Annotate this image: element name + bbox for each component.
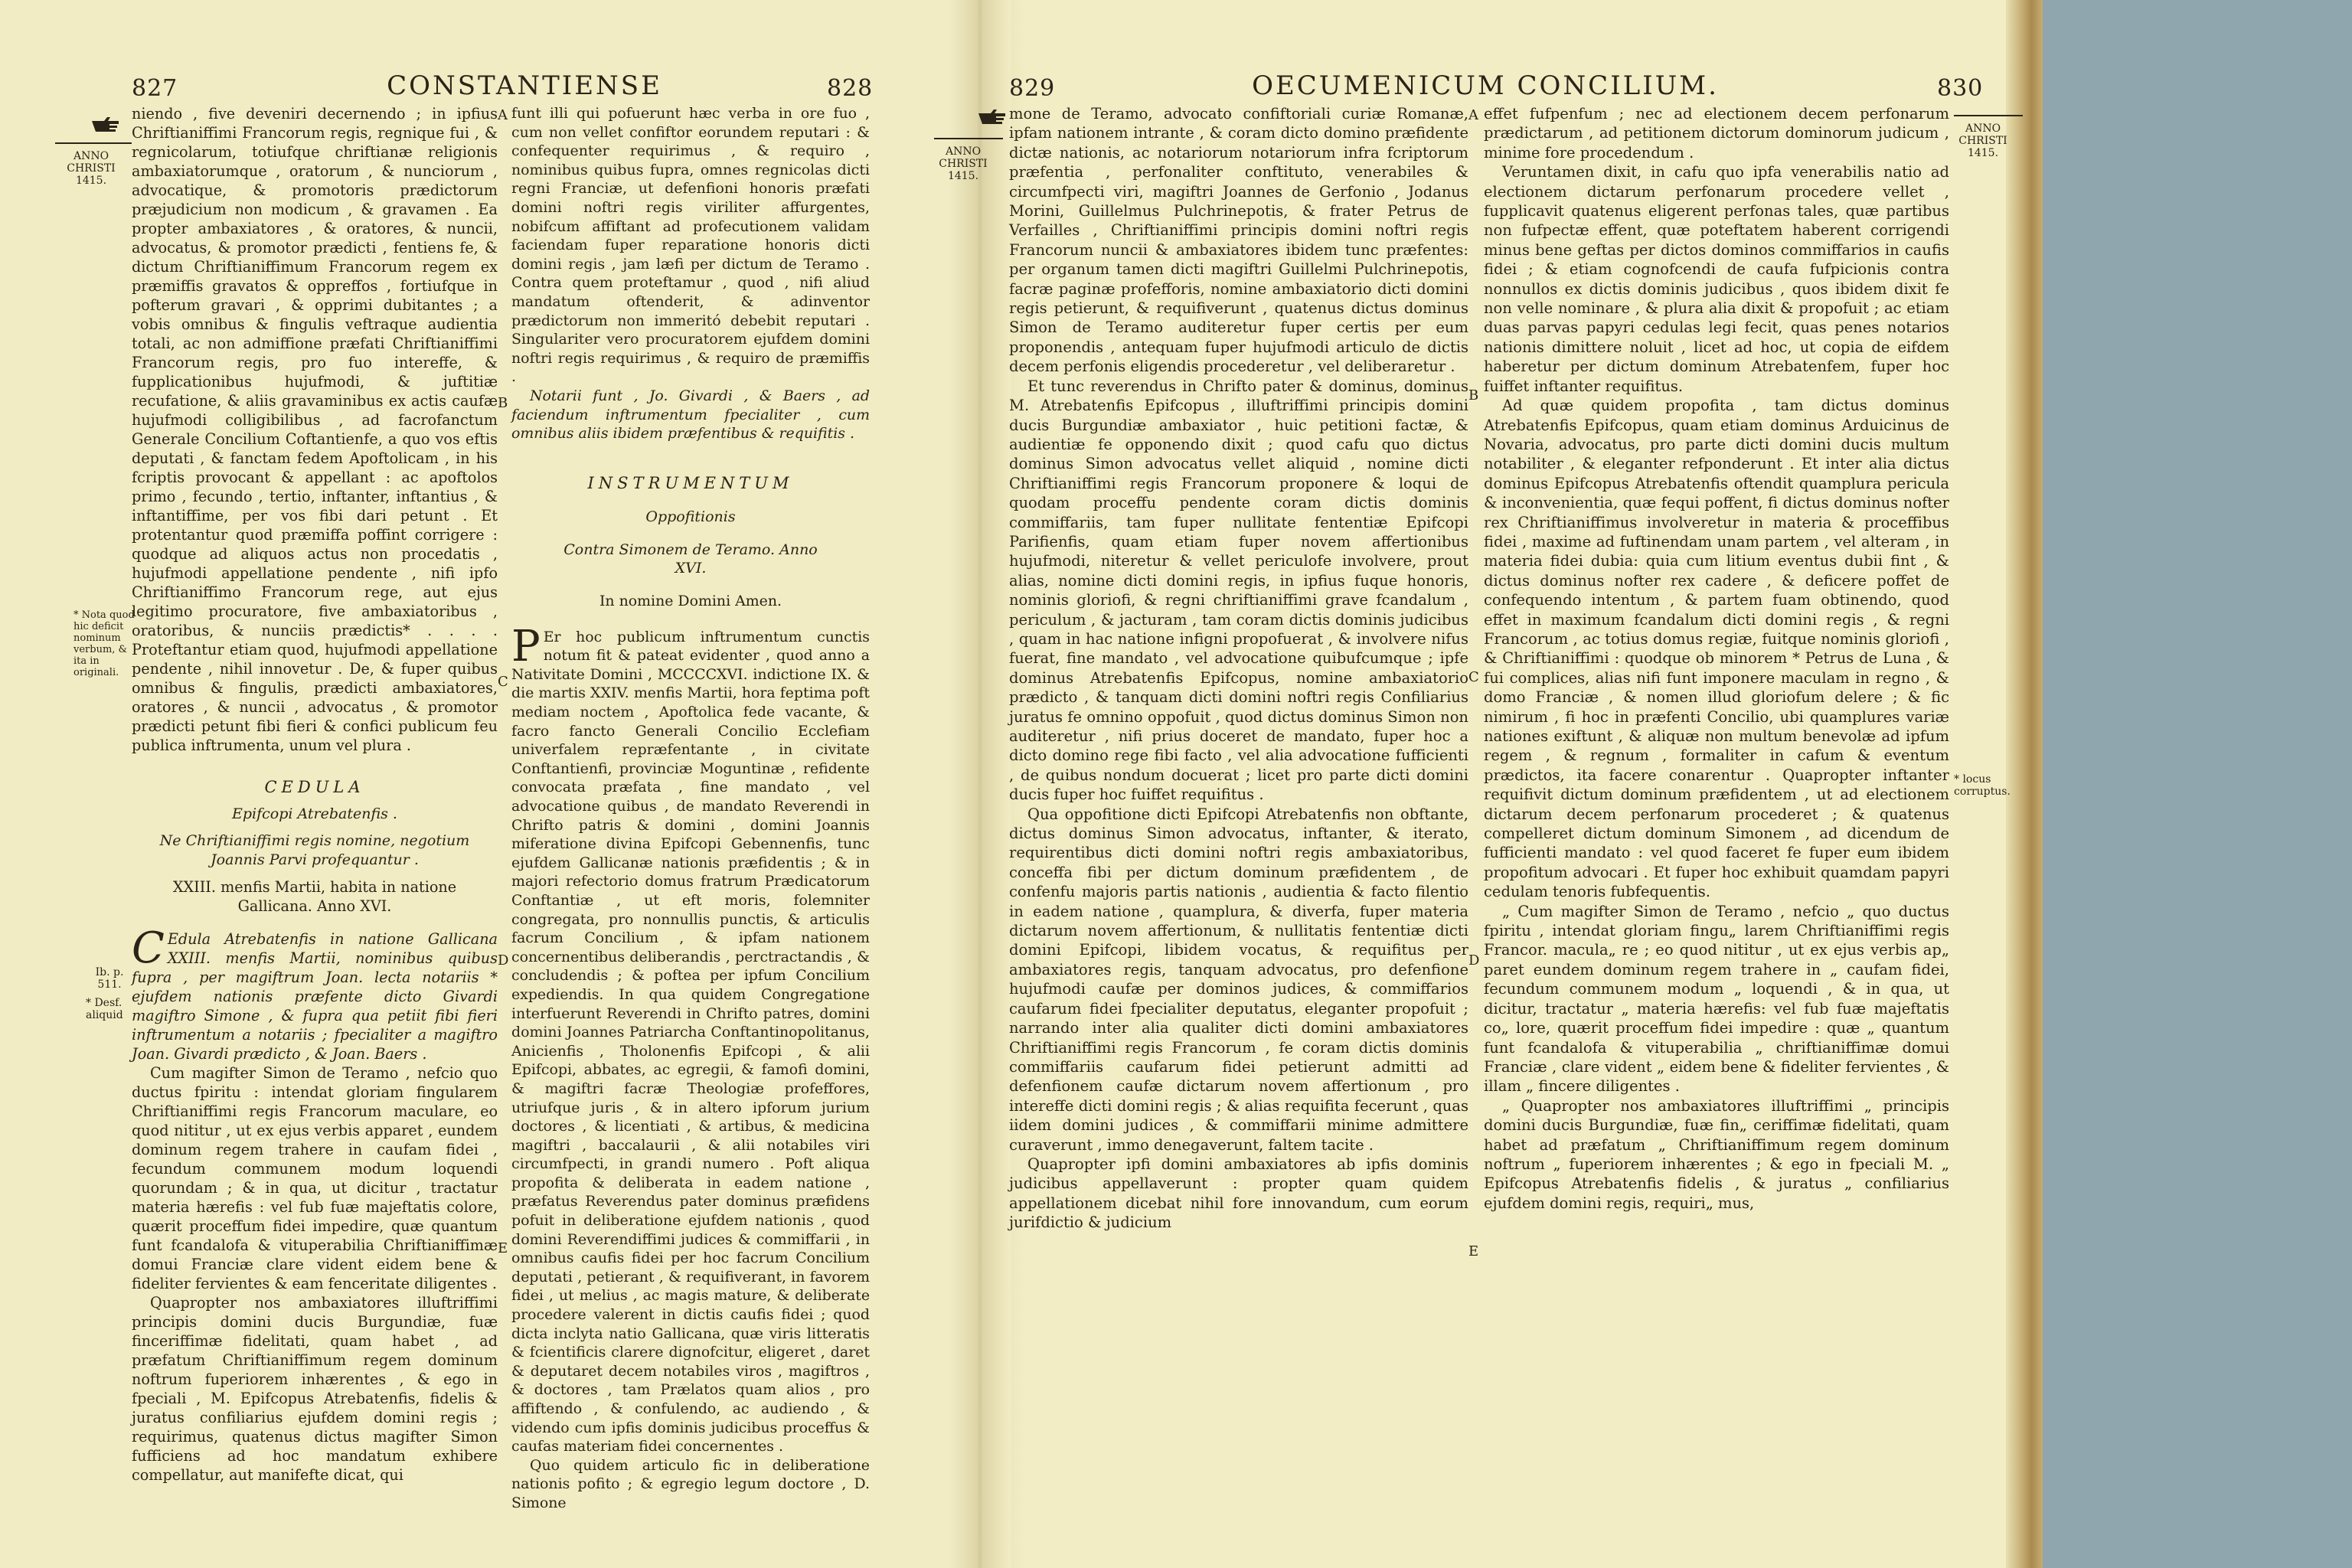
right-col-a-p2: Et tunc reverendus in Chrifto pater & dominus, dominus M. Atrebatenfis Epifcopus , illuftriffimi principis domini ducis Burgundiæ ambaxiator , huic petitioni factæ, & audientiæ fe opponendo dixit ; quod cafu quo dictus dominus Simon advocatus vellet aliquid , nomine dicti Chriftianiffimi regis Francorum proponere & loqui de quodam proceffu pendente coram dictis dominis commiffariis, tam fuper nullitate fententiæ Epifcopi Parifienfis, quam etiam fuper novem affertionibus hujufmodi, niteretur & vellet periculofe involvere, prout alias, nomine dicti domini regis, in ipfius fuque honoris, nominis gloriofi, & regni chriftianiffimi grave fcandalum , periculum , & jacturam , tam coram dictis dominis judicibus , quam in hac natione infigni propofuerat , & involvere nifus fuerat, fine mandato , vel advocatione quibufcumque ; ipfe dominus Atrebatenfis Epifcopus, nomine ambaxiatorio prædicto , & tanquam dicti domini noftri regis Confiliarius juratus fe omnino oppofuit , quod dictus dominus Simon non auditeretur , nifi prius doceret de mandato, fuper hoc a dicto domino rege fibi facto , vel alia advocatione fufficienti , de quibus nondum docuerat ; licet pro parte dicti domini ducis fuper hoc fuiffet requifitus .	[1009, 377, 1468, 804]
right-page	[939, 0, 2014, 1568]
section-letter-a-right: A	[1468, 107, 1478, 123]
instrumentum-body-2: Quo quidem articulo fic in deliberatione nationis pofito ; & egregio legum doctore , D. Simone	[511, 1456, 870, 1511]
margin-anno-right-page-right: ANNO CHRISTI 1415.	[1958, 122, 2007, 159]
anno-rule-right	[1954, 115, 2023, 116]
section-letter-a: A	[498, 107, 508, 123]
left-running-head	[0, 70, 965, 104]
section-letter-e: E	[498, 1240, 508, 1256]
cedula-body-2: Quapropter nos ambaxiatores illuftriffimi principis domini ducis Burgundiæ, fuæ finceriffimæ fidelitati, quam habet , ad præfatum Chriftianiffimum regem dominum noftrum fuperiorem inhærentes , & ego in fpeciali , M. Epifcopus Atrebatenfis, fidelis & juratus confiliarius ejufdem domini regis ; requirimus, quatenus dictus magifter Simon fufficiens ad hoc mandatum exhibere compellatur, aut manifefte dicat, qui	[132, 1294, 498, 1484]
cedula-heading: CEDULA	[264, 778, 365, 796]
right-col-b-quote-1: „ Cum magifter Simon de Teramo , nefcio „ quo ductus fpiritu , intendat gloriam fingu„ larem Chriftianiffimi regis Francor. macula„ re ; eo quod nititur , ut ex ejus verbis ap„ paret eundem dominum regem trahere in „ caufam fidei, fecundum communem modum „ loquendi , & in qua, ut dicitur, tractatur „ materia hærefis: vel fub fuæ majeftatis co„ lore, quærit proceffum fidei impedire : quæ „ quantum funt fcandalofa & vituperabilia „ chriftianiffimæ domui Franciæ , clare vident „ eidem bene & fideliter fervientes , & illam „ fincere diligentes .	[1484, 902, 1949, 1096]
margin-note-ib: Ib. p. 511.	[95, 966, 124, 991]
anno-rule	[55, 142, 132, 144]
cedula-body-1: Cum magifter Simon de Teramo , nefcio quo ductus fpiritu : intendat gloriam fingularem Chriftianiffimi regis Francorum maculare, eo quod nititur , ut ex ejus verbis apparet , eundem dominum regem trahere in caufam fidei , fecundum communem modum loquendi quorundam ; & in qua, ut dicitur , tractatur materia hærefis : vel fub fuæ majeftatis colore, quærit proceffum fidei impedire, quæ quantum funt fcandalofa & vituperabilia Chriftianiffimæ domui Franciæ clare vident eidem bene & fideliter fervientes & eam fenceritate diligentes .	[132, 1064, 498, 1292]
right-col-a-p3: Qua oppofitione dicti Epifcopi Atrebatenfis non obftante, dictus dominus Simon advocatus, inftanter, & iterato, requirentibus dicti domini noftri regis ambaxiatoribus, conceffa fibi per dictum dominum præfidentem , de confenfu majoris partis nationis , audientia & facto filentio in eadem natione , quamplura, & diverfa, fuper materia dictarum novem affertionum, & nullitatis fententiæ dicti domini Epifcopi, libidem vocatus, & requifitus per ambaxiatores regis, tanquam advocatus, pro defenfione hujufmodi caufæ per dominos judices, & commiffarios caufarum fidei fpecialiter deputatus, eleganter propofuit ; narrando inter alia qualiter dicti domini ambaxiatores Chriftianiffimi regis Francorum , fe coram dictis dominis commiffariis caufarum fidei petierunt admitti ad defenfionem caufæ dictarum novem affertionum , pro intereffe dicti domini regis ; & alias requifita fecerunt , quas iidem domini judices , & commiffarii minime admittere curaverunt , immo denegaverunt, faltem tacite .	[1009, 805, 1468, 1154]
cedula-intro: C Edula Atrebatenfis in natione Gallicana XXIII. menfis Martii, nominibus quibus fupra , per magiftrum Joan. lecta notariis * ejufdem nationis præfente dicto Givardi magiftro Simone , & fupra qua petiit fibi fieri inftrumentum a notariis ; fpecialiter a magiftro Joan. Givardi prædicto , & Joan. Baers .	[132, 923, 498, 1063]
running-title-left: CONSTANTIENSE	[387, 70, 662, 101]
instrumentum-body: P Er hoc publicum inftrumentum cunctis notum fit & pateat evidenter , quod anno a Nativitate Domini , MCCCCXVI. indictione IX. & die martis XXIV. menfis Martii, hora feptima poft mediam noctem , Apoftolica fede vacante, & facro fancto Generali Concilio Ecclefiam univerfalem repræfentante , in civitate Conftantienfi, provinciæ Moguntinæ , refidente convocata præfata , fine mandato , vel advocatione quibus , de mandato Reverendi in Chrifto patris & domini , domini Joannis miferatione divina Epifcopi Gebennenfis, tunc ejufdem Gallicanæ nationis præfidentis ; & in majori refectorio domus fratrum Prædicatorum Conftantiæ , ut eft moris, folemniter congregata, pro nonnullis punctis, & articulis facrum Concilium , & ipfam nationem concernentibus deliberandis , perctractandis , & concludendis ; & poftea per ipfum Concilium expediendis. In qua quidem Congregatione interfuerunt Reverendi in Chrifto patres, domini domini Joannes Patriarcha Conftantinopolitanus, Anicienfis , Tholonenfis Epifcopi , & alii Epifcopi, abbates, ac egregii, & famofi domini, & magiftri facræ Theologiæ profeffores, utriufque juris , & in altero ipforum jurium doctores , & licentiati , & artibus, & medicina magiftri , baccalaurii , & alii notabiles viri circumfpecti, in grandi numero . Poft aliqua propofita & deliberata in eadem natione , præfatus Reverendus pater dominus præfidens pofuit in deliberatione ejufdem nationis , quod domini Reverendiffimi judices & commiffarii , in omnibus caufis fidei per hoc facrum Concilium deputati , petierant , & requifiverant, in favorem fidei , ut melius , ac magis mature, & deliberate procedere valerent in dictis caufis fidei ; quod dicta inclyta natio Gallicana, quæ viris litteratis & fcientificis clarere dignofcitur, eligeret , daret & deputaret decem notabiles viros , magiftros , & doctores , tam Prælatos quam alios , pro affiftendo , & confulendo, ac audiendo , & videndo cum ipfis dominis judicibus proceffus & caufas materiam fidei concernentes .	[511, 621, 870, 1455]
instrumentum-heading: INSTRUMENTUM	[587, 473, 794, 492]
right-col-b-p2: Veruntamen dixit, in cafu quo ipfa venerabilis natio ad electionem dictarum perfonarum procedere vellet , fupplicavit quatenus eligerent perfonas tales, quæ partibus non fufpectæ effent, quæ poteftatem haberent corrigendi minus bene geftas per dictos dominos commiffarios in caufis fidei ; & etiam cognofcendi de caufa fufpicionis contra nonnullos ex dictis dominis judicibus , quos ibidem dixit fe non velle nominare , & plura alia dixit & propofuit ; ac etiam duas parvas papyri cedulas legi fecit, quas penes notarios nationis dimittere noluit , licet ad hoc, ut copia de eifdem haberetur per dictum dominum Atrebatenfem, fuper hoc fuiffet inftanter requifitus.	[1484, 163, 1949, 395]
right-running-head	[988, 70, 2014, 104]
right-col-b-p3: Ad quæ quidem propofita , tam dictus dominus Atrebatenfis Epifcopus, quam etiam dominus Arduicinus de Novaria, advocatus, pro parte dicti domini ducis multum notabiliter , & eleganter refponderunt . Et inter alia dictus dominus Epifcopus Atrebatenfis oftendit quamplura pericula & inconvenientia, quæ fequi poffent, fi dictus dominus nofter rex Chriftianiffimus involveretur in materia & proceffibus fidei , maxime ad fuftinendam unam partem , vel alteram , in materia fidei dubia: quia cum litium eventus dubii fint , & dictus dominus nofter rex cadere , & deficere poffet de confequendo intentum , & partem fuam obtinendo, quod effet in maximum fcandalum dicti domini regis , & regni Francorum , ac totius domus regiæ, fuitque nominis gloriofi , & Chriftianiffimi : quodque ob minorem * Petrus de Luna , & fui complices, alias nifi funt imponere maculam in regno , & domo Franciæ , & nomen illud gloriofum delere ; & fic nimirum , fi hoc in præfenti Concilio, ubi quamplures variæ nationes exiftunt , & aliquæ non multum benevolæ ad ipfum regem , & regnum , formaliter in cafum & eventum prædictos, ita facere conarentur . Quapropter inftanter requifivit dictum dominum præfidentem , ut ad electionem dictarum decem perfonarum procederet ; & quatenus compelleret dictum dominum Simonem , ad dicendum de fufficienti mandato : vel quod faceret fe fuper eum ibidem propofitum advocari . Et fuper hoc exhibuit quamdam papyri cedulam tenoris fubfequentis.	[1484, 397, 1949, 901]
left-page	[0, 0, 965, 1568]
right-column-a	[1009, 104, 1468, 1233]
cedula-title: Ne Chriftianiffimi regis nomine, negotium Joannis Parvi profequantur .	[159, 832, 470, 868]
left-column-a	[132, 104, 498, 1485]
section-letter-e-right: E	[1468, 1243, 1479, 1259]
notarii-line: Notarii funt , Jo. Givardi , & Baers , ad faciendum inftrumentum fpecialiter , cum omnibus aliis ibidem præfentibus & requifitis .	[511, 387, 870, 443]
margin-anno-right-page-left: ANNO CHRISTI 1415.	[939, 145, 988, 182]
invocation: In nomine Domini Amen.	[599, 593, 782, 610]
pointing-hand-icon	[90, 115, 121, 132]
right-column-b	[1484, 104, 1949, 1213]
cedula-date: XXIII. menfis Martii, habita in natione Gallicana. Anno XVI.	[172, 878, 457, 915]
section-letter-b: B	[498, 395, 508, 411]
section-letter-d-right: D	[1468, 952, 1480, 969]
running-title-right: OECUMENICUM CONCILIUM.	[1252, 70, 1719, 101]
page-number-828: 828	[827, 75, 874, 102]
page-number-827: 827	[132, 75, 178, 102]
margin-anno-left: ANNO CHRISTI 1415.	[67, 150, 116, 187]
appellation-paragraph: niendo , five deveniri decernendo ; in ipfius Chriftianiffimi Francorum regis, regnique fui , & regnicolarum, totiufque chriftianæ religionis ambaxiatorumque , oratorum , & nunciorum , advocatique, & promotoris prædictorum præjudicium non modicum , & gravamen . Ea propter ambaxiatores , & oratores, & nuncii, advocatus, & promotor prædicti , fentiens fe, & dictum Chriftianiffimum Francorum regem ex præmiffis gravatos & oppreffos , fortiufque in pofterum gravari , & opprimi dubitantes ; a vobis omnibus & fingulis veftraque audientia totali, ac non admiffione præfati Chriftianiffimi Francorum regis, pro fuo intereffe, & fupplicationibus hujufmodi, & juftitiæ recufatione, & aliis gravaminibus ex actis caufæ hujufmodi colligibilibus , ad facrofanctum Generale Concilium Coftantienfe, a quo vos eftis deputati , & fanctam fedem Apoftolicam , in his fcriptis provocant & appellant : ac apoftolos primo , fecundo , tertio, inftanter, inftantius , & inftantiffime, per vos fibi dari petunt . Et protentantur quod præmiffa poffint corrigere : quodque ad aliquos actus non procedatis , hujufmodi appellatione pendente , nifi ipfo Chriftianiffimo Francorum rege, aut ejus legitimo procuratore, five ambaxiatoribus , oratoribus, & nunciis prædictis* . . . . Proteftantur etiam quod, hujufmodi appellatione pendente , nihil innovetur . De, & fuper quibus omnibus & fingulis, prædicti ambaxiatores, oratores , & nuncii , advocatus , & promotor prædicti petunt fibi fieri & confici publicum feu publica inftrumenta, unum vel plura .	[132, 105, 498, 754]
right-col-a-p1: mone de Teramo, advocato confiftoriali curiæ Romanæ, ipfam nationem intrante , & coram dicto domino præfidente dictæ nationis, ac notariorum notariorum infra fcriptorum præfentia , perfonaliter conftituto, venerabiles & circumfpecti viri, magiftri Joannes de Gerfonio , Jodanus Morini, Guillelmus Pulchrinepotis, & frater Petrus de Verfailles , Chriftianiffimi principis domini noftri regis Francorum nuncii & ambaxiatores ibidem tunc præfentes: per organum tamen dicti magiftri Guillelmi Pulchrinepotis, facræ paginæ profefforis, nomine ambaxiatorio dicti domini regis petierunt, & requifiverunt , quatenus dictus dominus Simon de Teramo auditeretur fuper certis per eum proponendis , antequam fuper hujufmodi articulo de dictis decem perfonis eligendis procederetur , vel deliberaretur .	[1009, 105, 1468, 376]
section-letter-b-right: B	[1468, 387, 1479, 403]
cedula-sub: Epifcopi Atrebatenfis .	[232, 805, 397, 822]
page-number-829: 829	[1009, 75, 1056, 102]
section-letter-d: D	[498, 952, 509, 969]
instrumentum-sub-1: Oppofitionis	[645, 508, 736, 526]
left-column-b	[511, 104, 870, 1513]
col-b-opening: funt illi qui pofuerunt hæc verba in ore fuo , cum non vellet confiftor eorundem reputari : & confequenter requirimus , & requiro , nominibus quibus fupra, omnes regnicolas dicti regni Franciæ, ut defenfioni honoris præfati domini noftri regis viriliter affurgentes, nobifcum affiftant ad profecutionem validam faciendam fuper reparatione honoris dicti domini regis , jam læfi per dictum de Teramo . Contra quem proteftamur , quod , nifi aliud mandatum oftenderit, & adinventor prædictorum non immeritó debebit reputari . Singulariter vero procuratorem ejufdem domini noftri regis requirimus , & requiro de præmiffis .	[511, 105, 870, 386]
right-col-b-p1: effet fufpenfum ; nec ad electionem decem perfonarum prædictarum , ad petitionem dictorum dominorum judicum , minime fore procedendum .	[1484, 105, 1949, 162]
margin-note-nota: * Nota quod hic deficit nominum verbum, & ita in originali.	[74, 609, 135, 678]
margin-note-locus: * locus corruptus.	[1954, 773, 2011, 798]
instrumentum-sub-2: Contra Simonem de Teramo. Anno XVI.	[564, 541, 818, 577]
page-number-830: 830	[1937, 75, 1984, 102]
anno-rule-left	[934, 138, 1003, 139]
pointing-hand-icon-right	[977, 107, 1008, 124]
right-col-b-quote-2: „ Quapropter nos ambaxiatores illuftriffimi „ principis domini ducis Burgundiæ, fuæ fin„ ceriffimæ fidelitati, quam habet ad præfatum „ Chriftianiffimum regem dominum noftrum „ fuperiorem inhærentes ; & ego in fpeciali M. „ Epifcopus Atrebatenfis fidelis , & juratus „ confiliarius ejufdem domini regis, requiri„ mus,	[1484, 1096, 1949, 1212]
margin-note-desf: * Desf. aliquid	[86, 997, 123, 1021]
section-letter-c-right: C	[1468, 669, 1479, 685]
section-letter-c: C	[498, 674, 508, 690]
right-col-a-p4: Quapropter ipfi domini ambaxiatores ab ipfis dominis judicibus appellaverunt : propter quam quidem appellationem dicebat nihil fore innovandum, cum eorum jurifdictio & judicium	[1009, 1155, 1468, 1232]
